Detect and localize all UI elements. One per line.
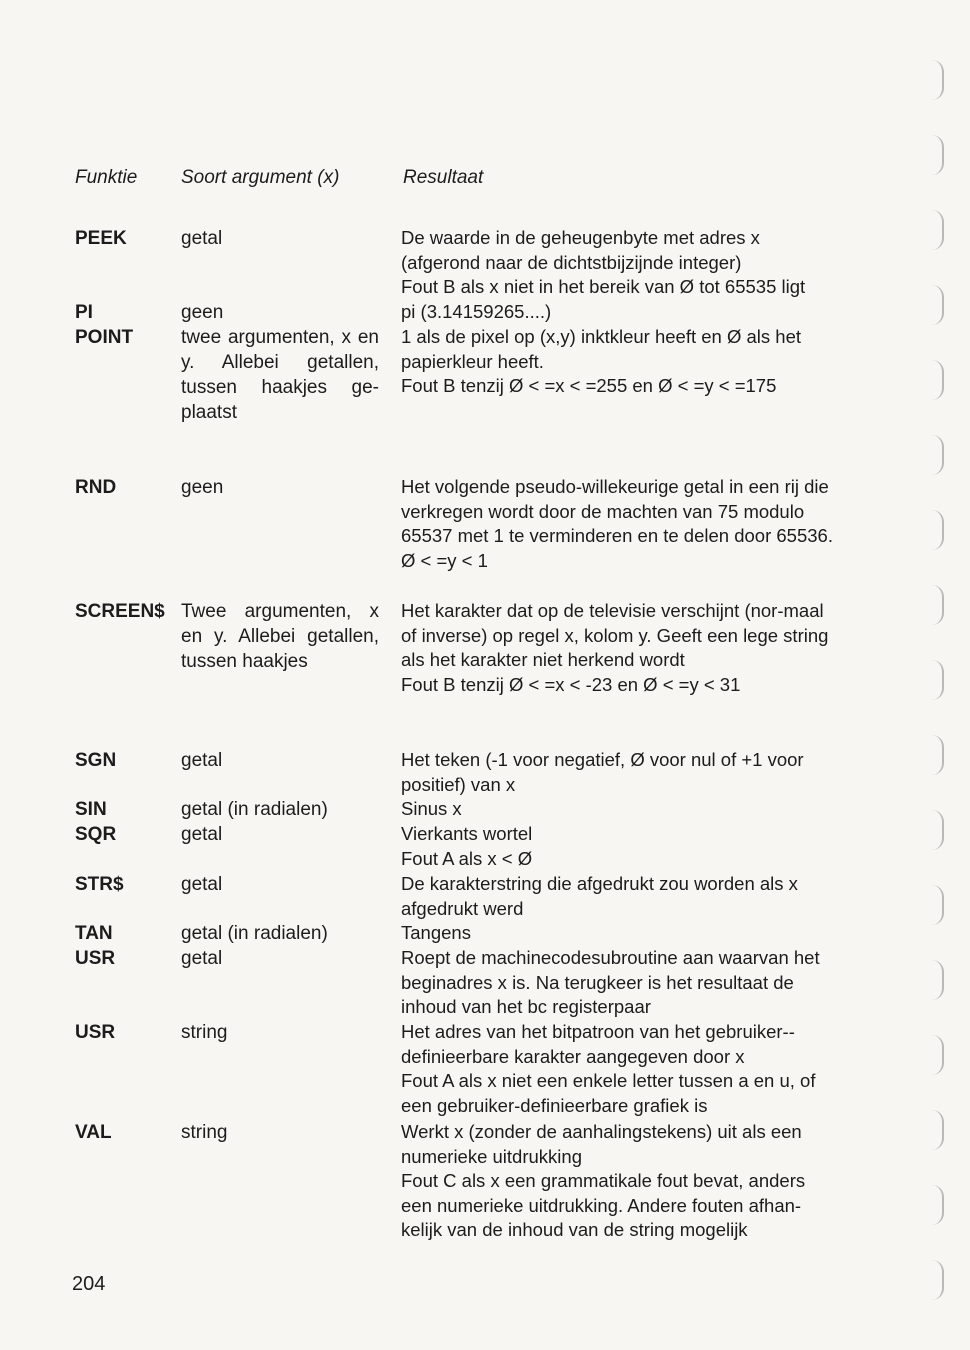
result-description: pi (3.14159265....)	[401, 301, 552, 322]
page-number: 204	[72, 1273, 106, 1295]
argument-type: getal	[181, 750, 223, 771]
argument-type: twee argumenten, x en y. Allebei getallen, tussen haakjes ge-plaatst	[181, 327, 379, 423]
function-name: USR	[75, 1022, 116, 1043]
function-name: PI	[75, 302, 93, 323]
function-name: SGN	[75, 750, 117, 771]
argument-type: string	[181, 1122, 228, 1143]
column-header-result: Resultaat	[403, 167, 484, 188]
argument-type: getal	[181, 228, 223, 249]
argument-type: geen	[181, 477, 224, 498]
result-description: Vierkants wortel Fout A als x < Ø	[401, 823, 533, 869]
result-description: Het adres van het bitpatroon van het gebruiker--definieerbare karakter aangegeven door x Fout A als x niet een enkele letter tussen a en u, of een gebruiker-definieerbare grafiek is	[401, 1021, 816, 1116]
argument-type: getal (in radialen)	[181, 923, 328, 944]
argument-type: getal	[181, 948, 223, 969]
function-name: PEEK	[75, 228, 127, 249]
result-description: 1 als de pixel op (x,y) inktkleur heeft en Ø als het papierkleur heeft. Fout B tenzij Ø < =x < =255 en Ø < =y < =175	[401, 326, 802, 397]
result-description: Tangens	[401, 922, 471, 943]
column-header-argument: Soort argument (x)	[181, 167, 340, 188]
result-description: Werkt x (zonder de aanhalingstekens) uit als een numerieke uitdrukking Fout C als x een grammatikale fout bevat, anders een numerieke uitdrukking. Andere fouten afhan-kelijk van de inhoud van de string mogelijk	[401, 1121, 806, 1241]
argument-type: geen	[181, 302, 224, 323]
function-name: STR$	[75, 874, 124, 895]
argument-type: Twee argumenten, x en y. Allebei getallen, tussen haakjes	[181, 601, 379, 672]
column-header-function: Funktie	[75, 167, 138, 188]
argument-type: getal	[181, 824, 223, 845]
result-description: Het teken (-1 voor negatief, Ø voor nul of +1 voor positief) van x	[401, 749, 804, 795]
function-name: USR	[75, 948, 116, 969]
function-name: SQR	[75, 824, 117, 845]
result-description: Het volgende pseudo-willekeurige getal in een rij die verkregen wordt door de machten van 75 modulo 65537 met 1 te verminderen en te delen door 65536. Ø < =y < 1	[401, 476, 833, 571]
result-description: Sinus x	[401, 798, 462, 819]
function-name: RND	[75, 477, 117, 498]
function-name: SIN	[75, 799, 107, 820]
argument-type: string	[181, 1022, 228, 1043]
argument-type: getal	[181, 874, 223, 895]
result-description: De karakterstring die afgedrukt zou worden als x afgedrukt werd	[401, 873, 798, 919]
function-name: SCREEN$	[75, 601, 165, 622]
result-description: Het karakter dat op de televisie verschijnt (nor-maal of inverse) op regel x, kolom y. Geeft een lege string als het karakter niet herkend wordt Fout B tenzij Ø < =x < -23 en Ø < =y < 31	[401, 600, 829, 695]
result-description: De waarde in de geheugenbyte met adres x (afgerond naar de dichtstbijzijnde integer) Fout B als x niet in het bereik van Ø tot 65535 ligt	[401, 227, 806, 298]
function-name: VAL	[75, 1122, 112, 1143]
argument-type: getal (in radialen)	[181, 799, 328, 820]
binding-marks	[924, 40, 944, 1330]
result-description: Roept de machinecodesubroutine aan waarvan het beginadres x is. Na terugkeer is het resultaat de inhoud van het bc registerpaar	[401, 947, 820, 1018]
function-name: TAN	[75, 923, 113, 944]
function-name: POINT	[75, 327, 134, 348]
